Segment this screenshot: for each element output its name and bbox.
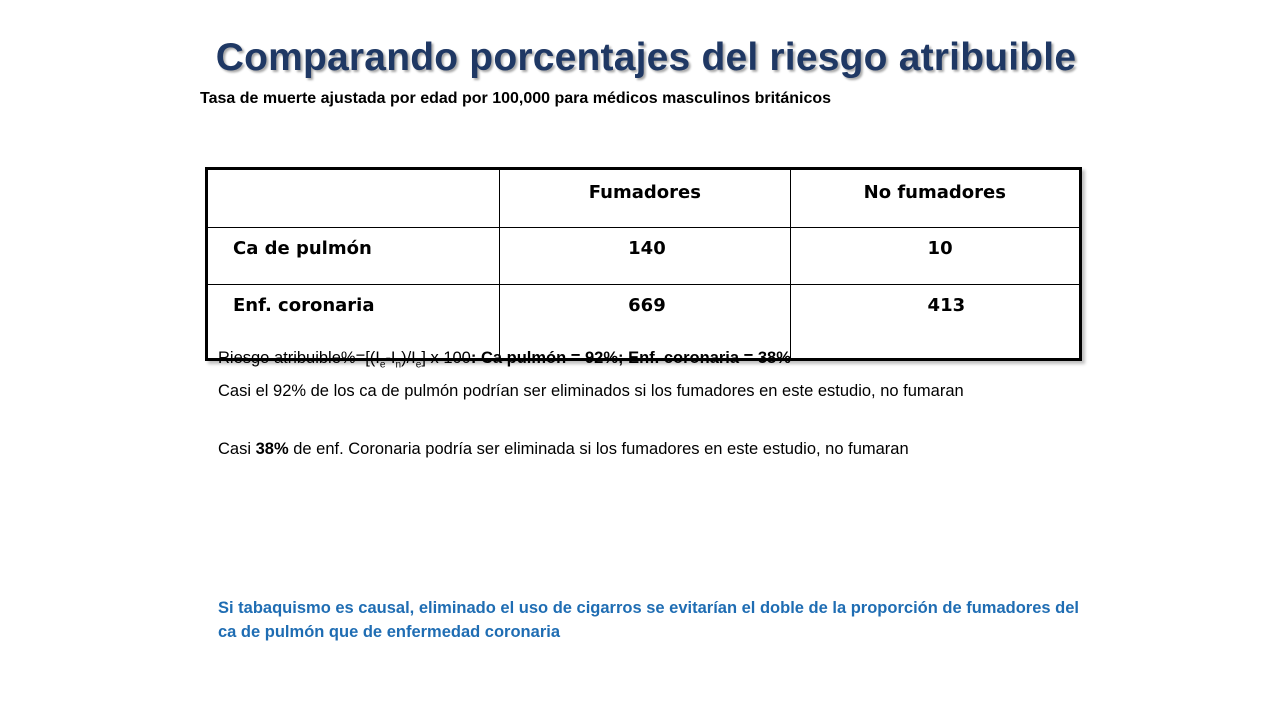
table-header-row [207,169,1081,228]
table-row [207,228,1081,285]
cell-lung-nonsmokers: 10 [790,228,1080,285]
row-label-lung-cancer: Ca de pulmón [207,228,500,285]
formula-result: : Ca pulmón = 92%; Enf. coronaria = 38% [470,349,791,367]
cell-lung-smokers: 140 [500,228,790,285]
table-header-nonsmokers: No fumadores [790,169,1080,228]
cell-coronary-smokers: 669 [500,285,790,360]
slide-title: Comparando porcentajes del riesgo atribuible [215,36,1077,79]
conclusion-note: Si tabaquismo es causal, eliminado el uso de cigarros se evitarían el doble de la proporción de fumadores del ca de pulmón que de enfermedad coronaria [218,599,1080,641]
table-header-smokers: Fumadores [500,169,790,228]
cell-coronary-nonsmokers: 413 [790,285,1080,360]
attributable-risk-formula: Riesgo $atribuible\%=[(I_e-I_n)/I_e]$ x 100: Ca pulmón = 92%; Enf. coronaria = 38% [218,349,791,371]
slide-subtitle: Tasa de muerte ajustada por edad por 100,000 para médicos masculinos británicos [200,90,832,107]
row-label-coronary: Enf. coronaria [207,285,500,360]
table-header-empty [207,169,500,228]
lung-cancer-statement: Casi el 92% de los ca de pulmón podrían ser eliminados si los fumadores en este estudio, no fumaran [218,382,964,400]
mortality-table [205,167,1082,361]
coronary-statement: Casi 38% de enf. Coronaria podría ser eliminada si los fumadores en este estudio, no fumaran [218,440,909,458]
